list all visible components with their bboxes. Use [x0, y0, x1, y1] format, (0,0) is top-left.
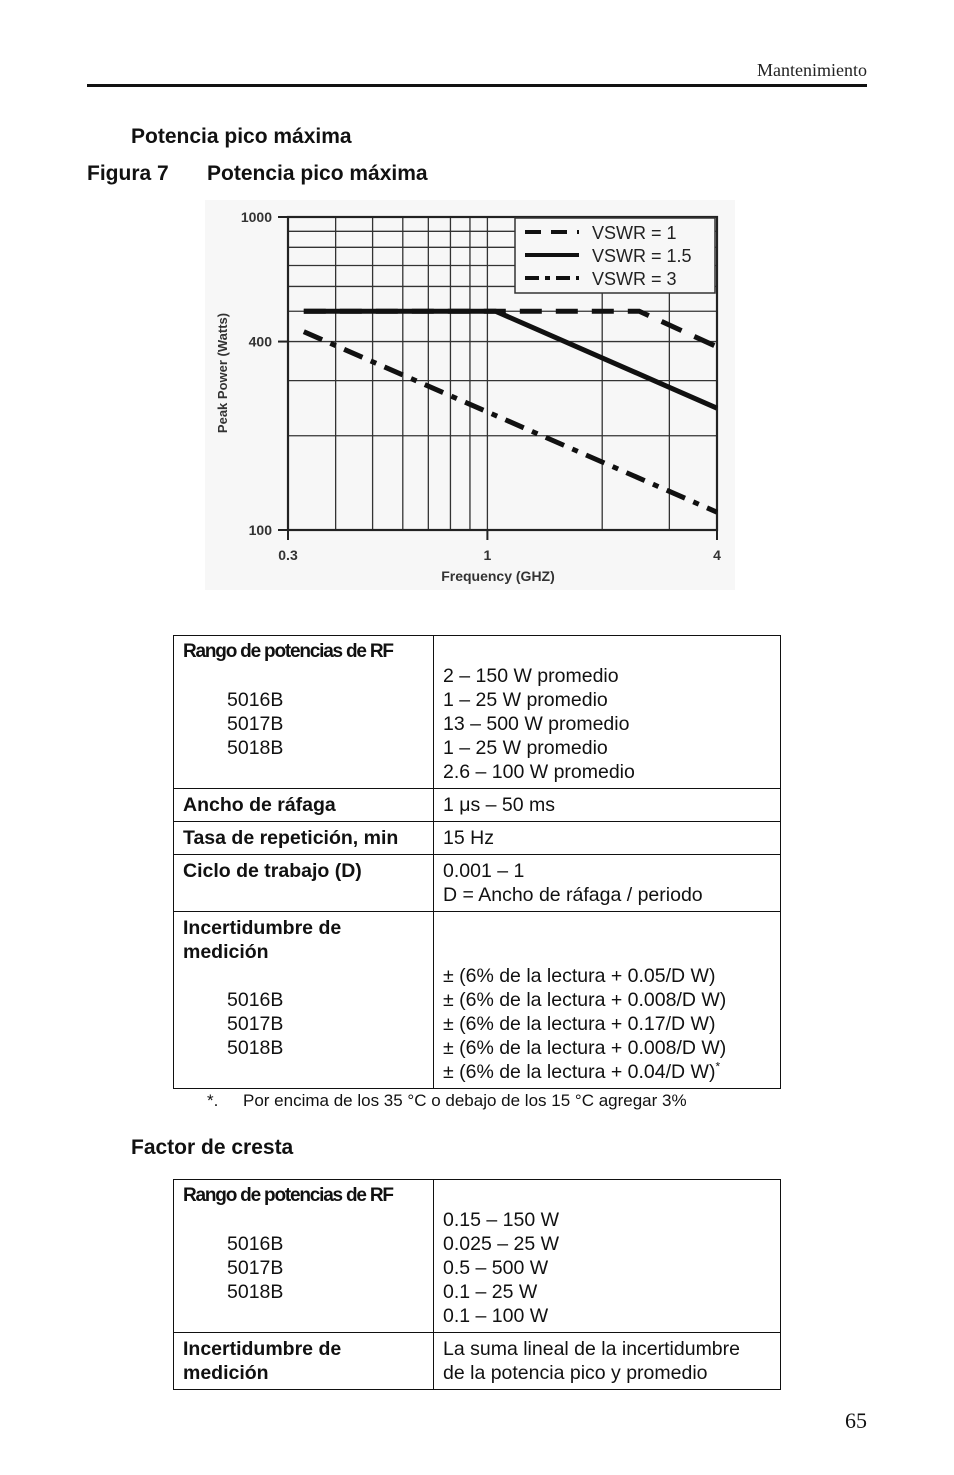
burst-width-label: Ancho de ráfaga — [183, 794, 336, 816]
running-header: Mantenimiento — [757, 60, 867, 80]
uncertainty-label: medición — [183, 941, 269, 963]
y-tick-label: 1000 — [240, 209, 272, 225]
peak-power-chart — [205, 200, 735, 590]
peak-power-heading: Potencia pico máxima — [131, 125, 352, 148]
duty-cycle-value: D = Ancho de ráfaga / periodo — [443, 884, 703, 906]
range-value: 2.6 – 100 W promedio — [443, 761, 635, 783]
legend-label: VSWR = 1 — [592, 223, 677, 243]
burst-width-value: 1 μs – 50 ms — [443, 794, 556, 816]
y-tick-label: 100 — [248, 522, 272, 538]
table-row — [174, 789, 781, 822]
table-row — [174, 855, 781, 912]
range-value: 0.1 – 100 W — [443, 1305, 549, 1327]
rep-rate-label: Tasa de repetición, min — [183, 827, 399, 849]
x-axis-label: Frequency (GHZ) — [441, 568, 555, 584]
uncertainty-value: de la potencia pico y promedio — [443, 1362, 708, 1384]
range-value: 0.025 – 25 W — [443, 1233, 559, 1255]
uncertainty-label: Incertidumbre de — [183, 1338, 342, 1360]
uncertainty-value: ± (6% de la lectura + 0.008/D W) — [443, 1037, 727, 1059]
footnote — [207, 1091, 687, 1111]
y-axis-label: Peak Power (Watts) — [215, 312, 230, 434]
uncertainty-value: ± (6% de la lectura + 0.05/D W) — [443, 965, 716, 987]
range-value: 1 – 25 W promedio — [443, 737, 608, 759]
range-value: 0.5 – 500 W — [443, 1257, 549, 1279]
crest-factor-heading: Factor de cresta — [131, 1136, 294, 1159]
range-value: 13 – 500 W promedio — [443, 713, 630, 735]
model-label: 5016B — [227, 689, 284, 711]
x-tick-label: 4 — [713, 547, 721, 563]
page-number: 65 — [845, 1408, 867, 1433]
uncertainty-value: ± (6% de la lectura + 0.04/D W) — [443, 1061, 716, 1083]
duty-cycle-value: 0.001 – 1 — [443, 860, 525, 882]
burst-spec-table — [173, 635, 781, 1089]
model-label: 5016B — [227, 1233, 284, 1255]
table-row — [174, 1180, 781, 1333]
table-row — [174, 1333, 781, 1390]
model-label: 5017B — [227, 713, 284, 735]
y-tick-label: 400 — [248, 333, 272, 350]
figure-number: Figura 7 — [87, 162, 169, 185]
range-label: Rango de potencias de RF — [183, 1185, 393, 1206]
crest-spec-table — [173, 1179, 781, 1390]
model-label: 5018B — [227, 737, 284, 759]
chart-legend — [515, 218, 715, 293]
footnote-text: Por encima de los 35 °C o debajo de los 15 °C agregar 3% — [243, 1091, 687, 1110]
model-label: 5017B — [227, 1013, 284, 1035]
range-value: 0.15 – 150 W — [443, 1209, 559, 1231]
uncertainty-value: ± (6% de la lectura + 0.008/D W) — [443, 989, 727, 1011]
footnote-ref: * — [715, 1059, 721, 1074]
table-row — [174, 912, 781, 1089]
model-label: 5018B — [227, 1037, 284, 1059]
range-value: 2 – 150 W promedio — [443, 665, 619, 687]
x-tick-label: 0.3 — [278, 547, 298, 563]
footnote-mark: *. — [207, 1091, 219, 1110]
uncertainty-value: La suma lineal de la incertidumbre — [443, 1338, 740, 1360]
legend-label: VSWR = 1.5 — [592, 246, 692, 266]
header-rule — [87, 84, 867, 87]
x-tick-label: 1 — [483, 547, 492, 563]
range-label: Rango de potencias de RF — [183, 641, 393, 662]
range-value: 0.1 – 25 W — [443, 1281, 538, 1303]
model-label: 5018B — [227, 1281, 284, 1303]
duty-cycle-label: Ciclo de trabajo (D) — [183, 860, 362, 882]
model-label: 5016B — [227, 989, 284, 1011]
rep-rate-value: 15 Hz — [443, 827, 494, 849]
range-value: 1 – 25 W promedio — [443, 689, 608, 711]
uncertainty-label: medición — [183, 1362, 269, 1384]
legend-label: VSWR = 3 — [592, 269, 677, 289]
uncertainty-label: Incertidumbre de — [183, 917, 342, 939]
uncertainty-value: ± (6% de la lectura + 0.17/D W) — [443, 1013, 716, 1035]
table-row — [174, 636, 781, 789]
model-label: 5017B — [227, 1257, 284, 1279]
figure-title: Potencia pico máxima — [207, 162, 428, 185]
table-row — [174, 822, 781, 855]
